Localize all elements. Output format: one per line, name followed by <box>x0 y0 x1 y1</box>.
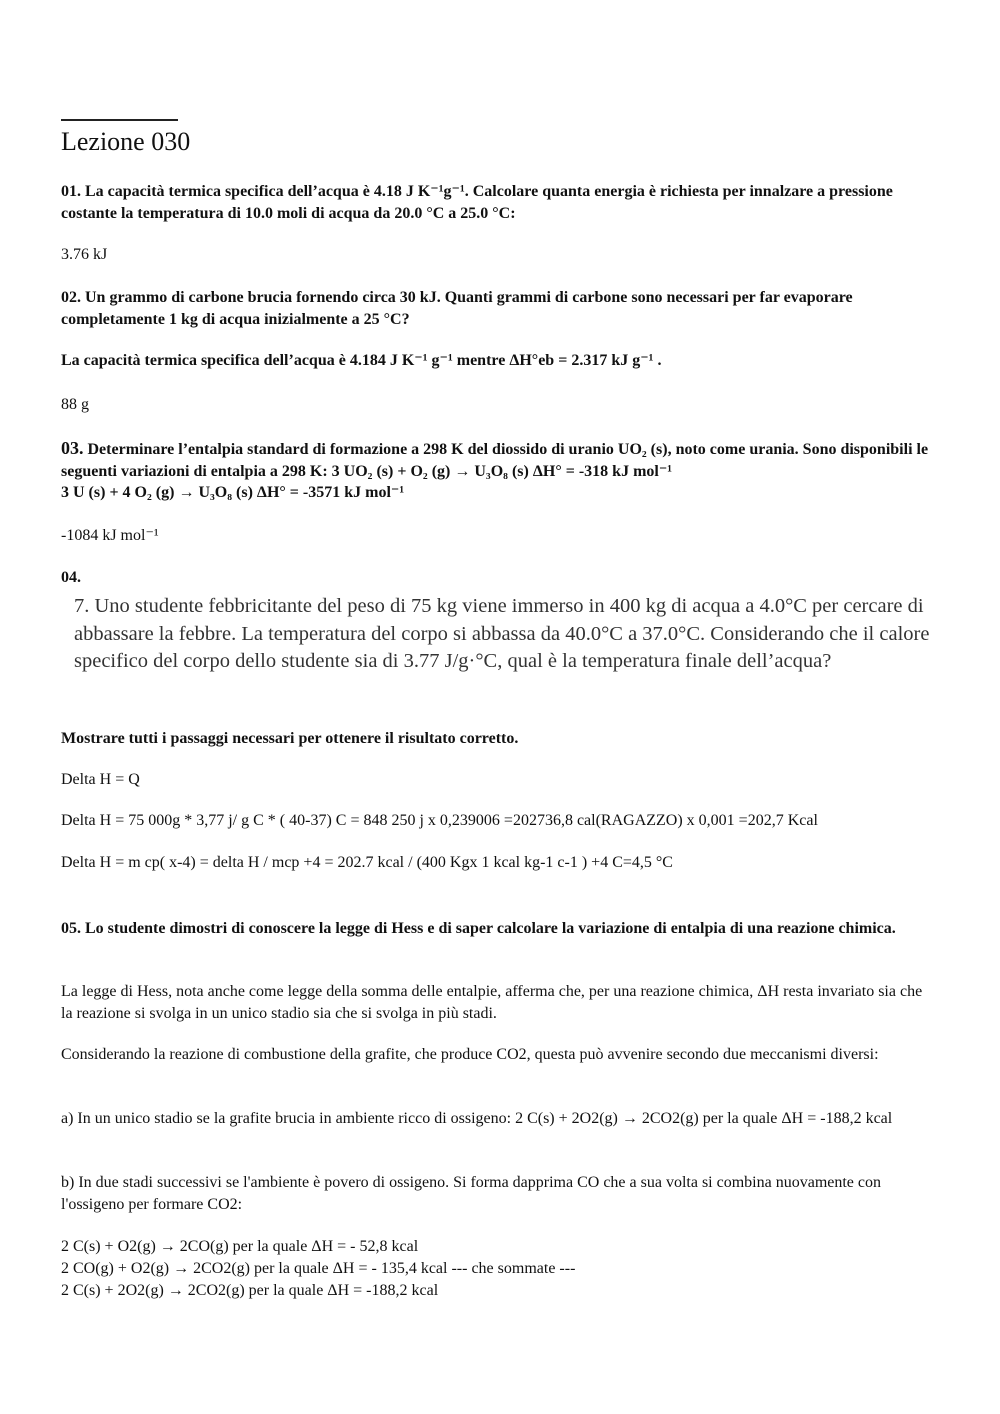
equation-3: 2 C(s) + 2O2(g) → 2CO2(g) per la quale ΔH = -188,2 kcal <box>61 1282 439 1299</box>
hess-equations <box>61 1236 931 1302</box>
hess-paragraph-2: Considerando la reazione di combustione della grafite, che produce CO2, questa può avvenire secondo due meccanismi diversi: <box>61 1046 879 1063</box>
equation-2: 2 CO(g) + O2(g) → 2CO2(g) per la quale ΔH = - 135,4 kcal --- che sommate --- <box>61 1260 576 1277</box>
hess-paragraph-1: La legge di Hess, nota anche come legge della somma delle entalpie, afferma che, per una reazione chimica, ΔH resta invariato sia che la reazione si svolga in un unico stadio sia che si svolga in più stadi. <box>61 983 923 1022</box>
question-04-number: 04. <box>61 569 81 586</box>
question-02: 02. Un grammo di carbone brucia fornendo circa 30 kJ. Quanti grammi di carbone sono necessari per far evaporare completamente 1 kg di acqua inizialmente a 25 °C? <box>61 289 853 328</box>
equation-1: 2 C(s) + O2(g) → 2CO(g) per la quale ΔH = - 52,8 kcal <box>61 1238 419 1255</box>
answer-03: -1084 kJ mol⁻¹ <box>61 527 159 544</box>
question-04-quoted-problem: 7. Uno studente febbricitante del peso di 75 kg viene immerso in 400 kg di acqua a 4.0°C per cercare di abbassare la febbre. La temperatura del corpo si abbassa da 40.0°C a 37.0°C. Considerando che il calore specifico del corpo dello studente sia di 3.77 J/g·°C, qual è la temperatura finale dell’acqua? <box>74 595 930 672</box>
lesson-title: Lezione 030 <box>61 127 191 156</box>
question-02-data: La capacità termica specifica dell’acqua è 4.184 J K⁻¹ g⁻¹ mentre ΔH°eb = 2.317 kJ g⁻¹ . <box>61 352 662 369</box>
question-03-number: 03. <box>61 438 84 458</box>
question-03-equation: 3 U (s) + 4 O₂ (g) → U₃O₈ (s) ΔH° = -3571 kJ mol⁻¹ <box>61 484 405 501</box>
answer-01: 3.76 kJ <box>61 246 108 263</box>
hess-paragraph-b: b) In due stadi successivi se l'ambiente è povero di ossigeno. Si forma dapprima CO che a sua volta si combina nuovamente con l'ossigeno per formare CO2: <box>61 1174 882 1213</box>
answer-02: 88 g <box>61 396 89 413</box>
question-01: 01. La capacità termica specifica dell’acqua è 4.18 J K⁻¹g⁻¹. Calcolare quanta energia è richiesta per innalzare a pressione costante la temperatura di 10.0 moli di acqua da 20.0 °C a 25.0 °C: <box>61 183 893 222</box>
solution-step-2: Delta H = 75 000g * 3,77 j/ g C * ( 40-37) C = 848 250 j x 0,239006 =202736,8 cal(RAGAZZO) x 0,001 =202,7 Kcal <box>61 812 818 829</box>
hess-paragraph-a: a) In un unico stadio se la grafite brucia in ambiente ricco di ossigeno: 2 C(s) + 2O2(g) → 2CO2(g) per la quale ΔH = -188,2 kcal <box>61 1110 893 1127</box>
solution-step-3: Delta H = m cp( x-4) = delta H / mcp +4 = 202.7 kcal / (400 Kgx 1 kcal kg-1 c-1 ) +4 C=4,5 °C <box>61 854 673 871</box>
question-05: 05. Lo studente dimostri di conoscere la legge di Hess e di saper calcolare la variazione di entalpia di una reazione chimica. <box>61 920 896 937</box>
question-03-text: Determinare l’entalpia standard di formazione a 298 K del diossido di uranio UO₂ (s), noto come urania. Sono disponibili le seguenti variazioni di entalpia a 298 K: 3 UO₂ (s) + O₂ (g) → U₃O₈ (s) ΔH° = -318 kJ mol⁻¹ <box>61 441 929 480</box>
title-rule <box>61 119 178 121</box>
question-04-instruction: Mostrare tutti i passaggi necessari per ottenere il risultato corretto. <box>61 730 519 747</box>
solution-step-1: Delta H = Q <box>61 771 140 788</box>
question-03 <box>61 437 931 483</box>
